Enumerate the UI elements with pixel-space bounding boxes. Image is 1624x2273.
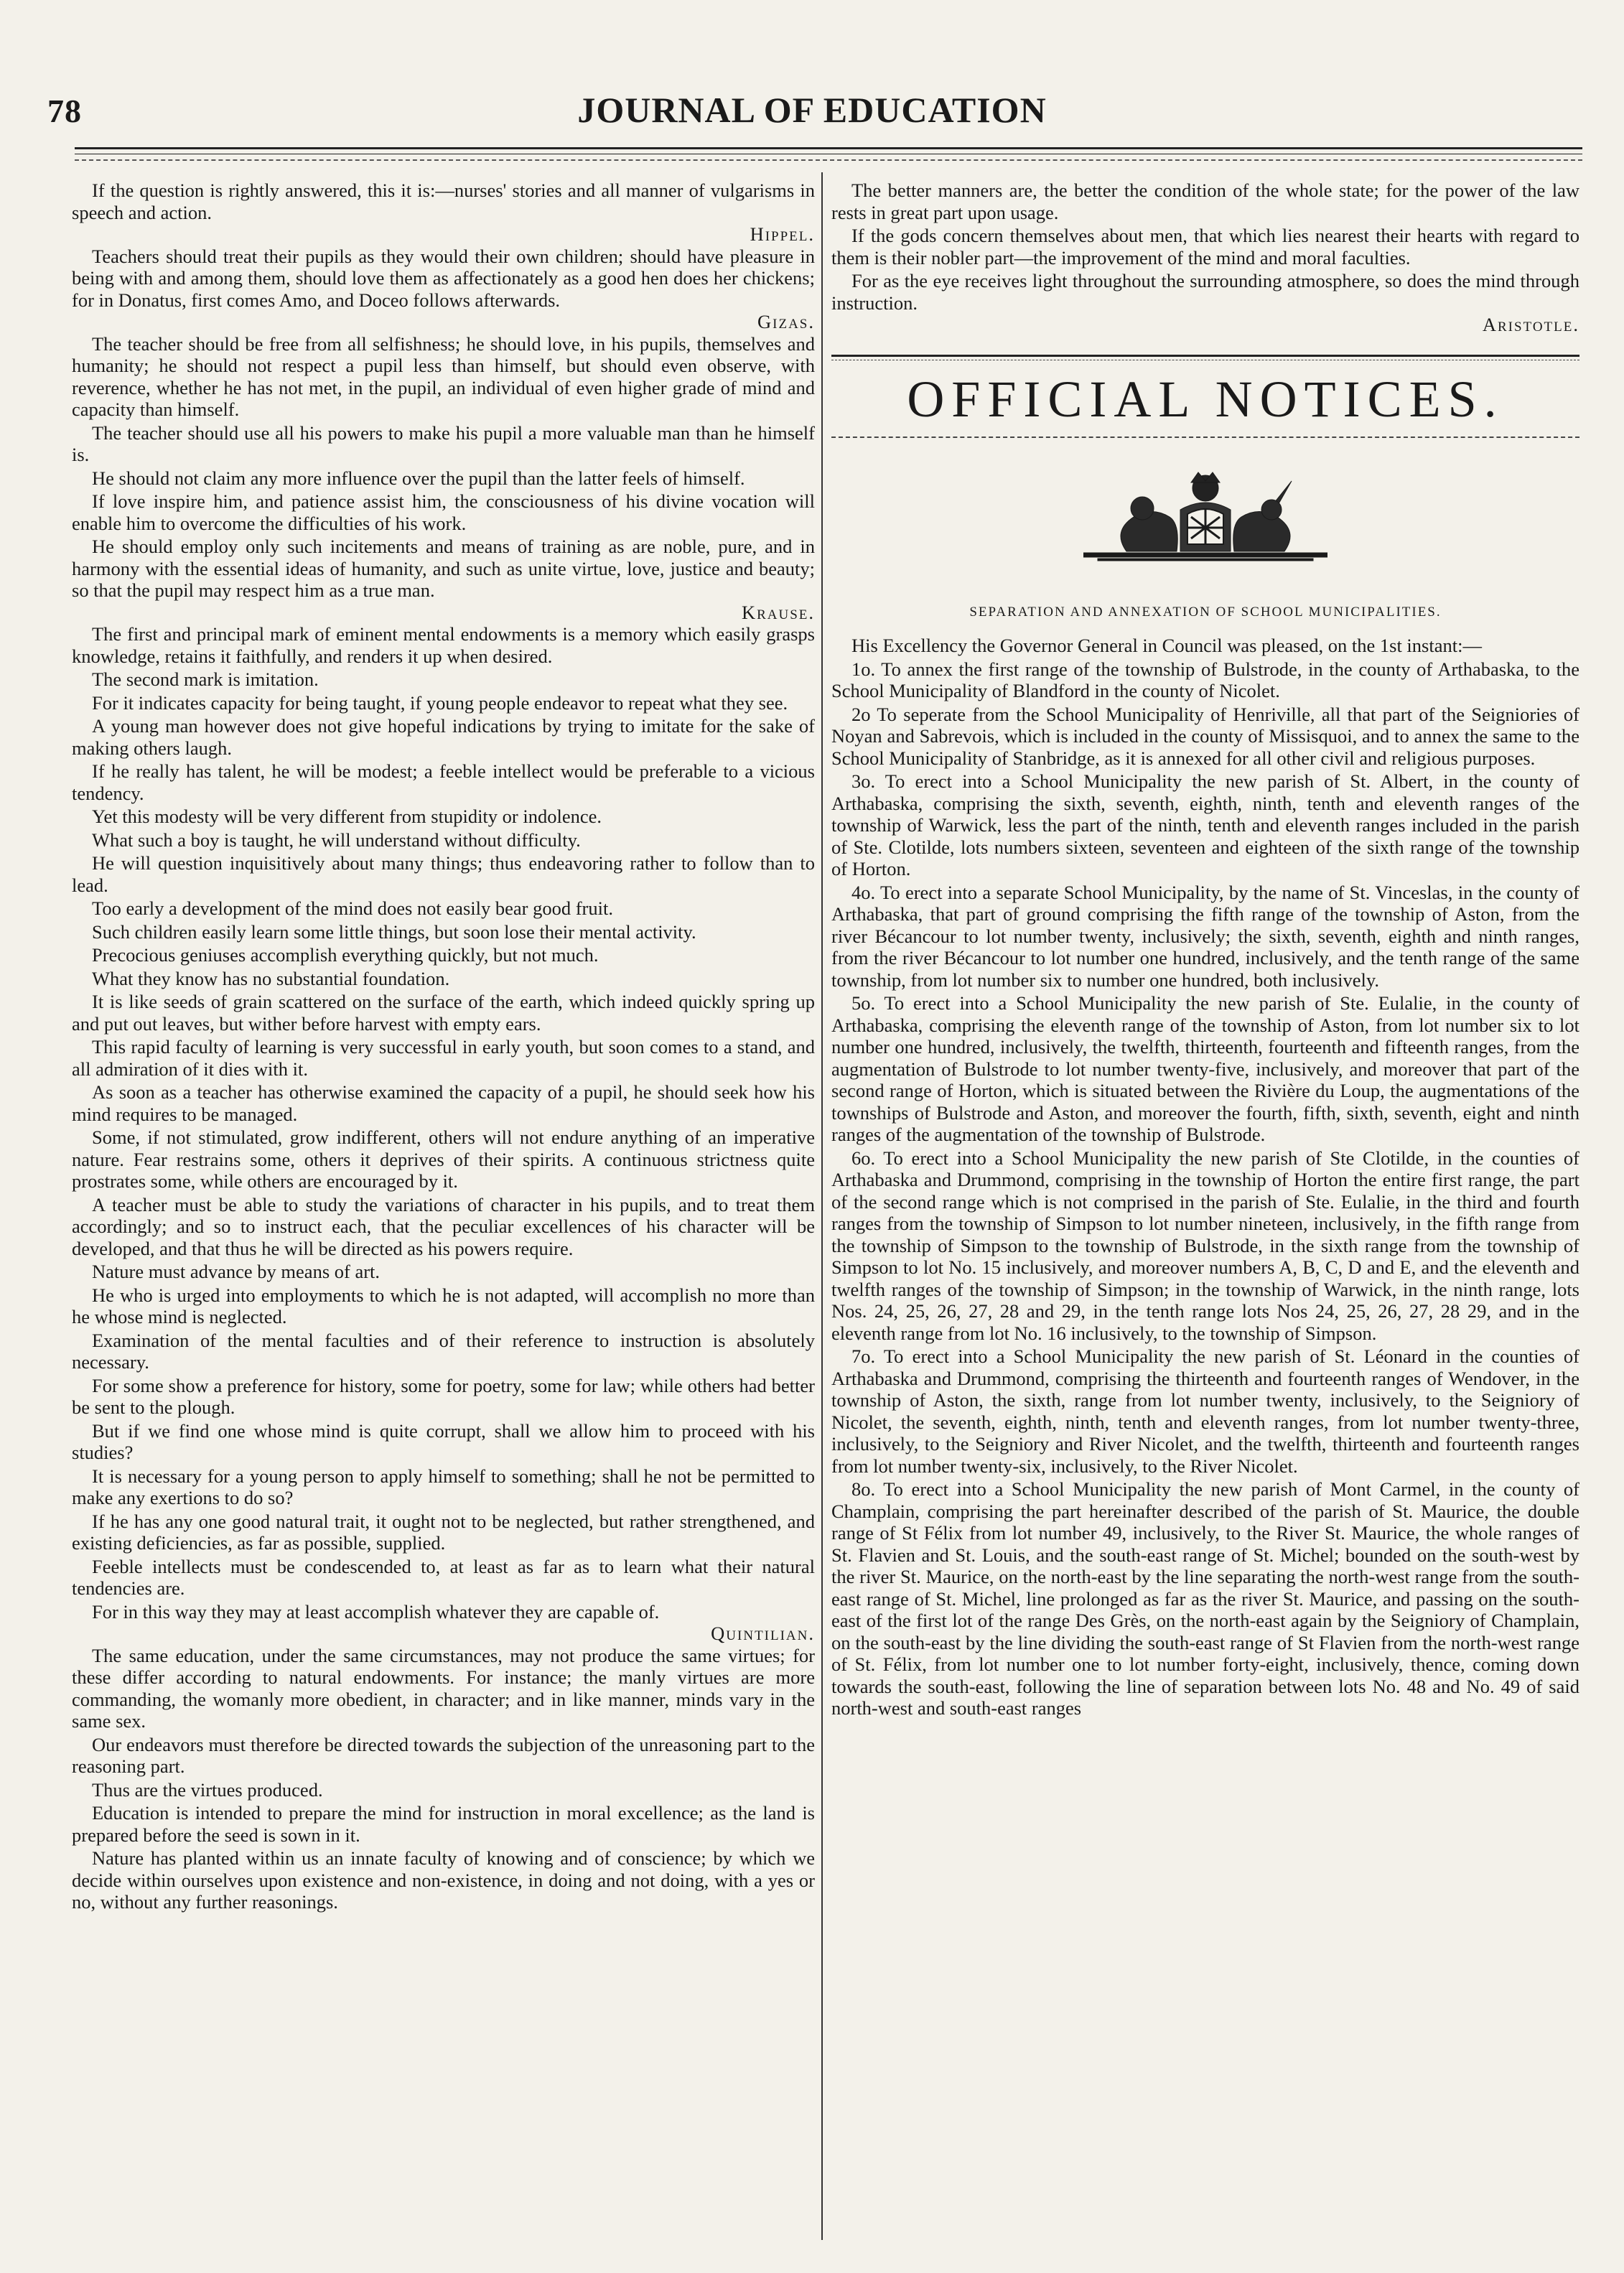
paragraph: For as the eye receives light throughout the surrounding atmosphere, so does the mind through instruction. (831, 270, 1579, 314)
notice-item: 6o. To erect into a School Municipality the new parish of Ste Clotilde, in the counties of Arthabaska and Drummond, comprising in the township of Horton the entire first range, the part of the second range which is not comprised in the parish of Ste. Eulalie, in the third and fourth ranges from the township of Simpson to lot number nineteen, inclusively, in the fifth range from the township of Simpson to the township of Bulstrode, in the sixth range from the township of Simpson to lot No. 15 inclusively, and moreover numbers A, B, C, D and E, and the eleventh and twelfth ranges of the township of Simpson; in the township of Warwick, in the ninth range, lots Nos. 24, 25, 26, 27, 28 and 29, in the tenth range lots Nos 24, 25, 26, 27, 28 29, and in the eleventh range from lot No. 16 inclusively, to the township of Simpson. (831, 1147, 1579, 1344)
paragraph: The teacher should be free from all selfishness; he should love, in his pupils, themselves and humanity; he should not respect a pupil less than himself, but should even observe, with reverence, whether he has not met, in the pupil, an individual of even higher grade of mind and capacity than himself. (72, 332, 815, 420)
paragraph: The teacher should use all his powers to make his pupil a more valuable man than he himself is. (72, 421, 815, 465)
attribution: Quintilian. (711, 1623, 815, 1644)
paragraph: For it indicates capacity for being taught, if young people endeavor to repeat what they see. (92, 691, 788, 714)
paragraph: For in this way they may at least accomplish whatever they are capable of. (92, 1600, 660, 1623)
paragraph: If the gods concern themselves about men, that which lies nearest their hearts with regard to them is their nobler part—the improvement of the mind and moral faculties. (831, 225, 1579, 269)
header-rule-dashed (75, 159, 1582, 161)
paragraph: This rapid faculty of learning is very successful in early youth, but soon comes to a stand, and all admiration of it dies with it. (72, 1036, 815, 1080)
paragraph: Education is intended to prepare the mind for instruction in moral excellence; as the land is prepared before the seed is sown in it. (72, 1802, 815, 1846)
paragraph: His Excellency the Governor General in Council was pleased, on the 1st instant:— (851, 635, 1482, 656)
paragraph: Too early a development of the mind does not easily bear good fruit. (92, 897, 613, 919)
notices-rule-top (831, 355, 1579, 357)
paragraph: As soon as a teacher has otherwise examined the capacity of a pupil, he should seek how his mind requires to be managed. (72, 1081, 815, 1125)
paragraph: For some show a preference for history, some for poetry, some for law; while others had better be sent to the plough. (72, 1374, 815, 1418)
paragraph: What they know has no substantial foundation. (92, 967, 450, 989)
right-column (831, 179, 1579, 1721)
paragraph: The better manners are, the better the condition of the whole state; for the power of the law rests in great part upon usage. (831, 179, 1579, 223)
header-rule (75, 147, 1582, 149)
notice-item: 2o To seperate from the School Municipality of Henriville, all that part of the Seigniories of Noyan and Sabrevois, which is included in the county of Missisquoi, and to annex the same to the School Municipality of Stanbridge, as it is annexed for all other civil and religious purposes. (831, 703, 1579, 769)
paragraph: Teachers should treat their pupils as they would their own children; should have pleasure in being with and among them, should love them as affectionately as a good hen does her chickens; for in Donatus, first comes Amo, and Doceo follows afterwards. (72, 245, 815, 311)
attribution: Aristotle. (1482, 314, 1579, 335)
paragraph: Examination of the mental faculties and of their reference to instruction is absolutely necessary. (72, 1329, 815, 1373)
paragraph: It is like seeds of grain scattered on the surface of the earth, which indeed quickly spring up and put out leaves, but wither before harvest with empty ears. (72, 991, 815, 1035)
notice-item: 7o. To erect into a School Municipality the new parish of St. Léonard in the counties of Arthabaska and Drummond, comprising the thirteenth and fourteenth ranges of Wendover, in the township of Aston, the sixth, range from lot number twenty, inclusively, to the Seigniory of Nicolet, the seventh, eighth, ninth, tenth and eleventh ranges, from lot number twenty-three, inclusively, to the Seigniory and River Nicolet, and the twelfth, thirteenth and fourteenth ranges from lot number twenty-six, inclusively, to the River Nicolet. (831, 1345, 1579, 1477)
page-header (0, 0, 1624, 144)
page-number: 78 (47, 93, 82, 129)
section-heading: SEPARATION AND ANNEXATION OF SCHOOL MUNICIPALITIES. (969, 604, 1442, 620)
paragraph: Our endeavors must therefore be directed towards the subjection of the unreasoning part to the reasoning part. (72, 1733, 815, 1777)
notice-item: 4o. To erect into a separate School Municipality, by the name of St. Vinceslas, in the county of Arthabaska, that part of ground comprising the fifth range of the township of Aston, from the river Bécancour to lot number twenty, inclusively; the sixth, seventh, eighth and ninth ranges, from the river Bécancour to lot number one hundred, inclusively, and the tenth range of the same township, from lot number six to number one hundred, both inclusively. (831, 881, 1579, 991)
section-title: OFFICIAL NOTICES. (907, 370, 1504, 428)
paragraph: The second mark is imitation. (92, 668, 319, 690)
left-column (72, 179, 815, 1915)
paragraph: It is necessary for a young person to apply himself to something; shall he not be permitted to make any exertions to do so? (72, 1465, 815, 1508)
paragraph: Yet this modesty will be very different from stupidity or indolence. (92, 806, 602, 827)
paragraph: If he really has talent, he will be modest; a feeble intellect would be preferable to a vicious tendency. (72, 760, 815, 804)
running-head: JOURNAL OF EDUCATION (577, 90, 1047, 130)
column-divider (821, 172, 823, 2240)
royal-coat-of-arms-icon (1083, 467, 1327, 574)
paragraph: He who is urged into employments to which he is not adapted, will accomplish no more than he whose mind is neglected. (72, 1284, 815, 1327)
notice-item: 1o. To annex the first range of the township of Bulstrode, in the county of Arthabaska, to the School Municipality of Blandford in the county of Nicolet. (831, 658, 1579, 701)
paragraph: He should not claim any more influence over the pupil than the latter feels of himself. (92, 467, 745, 489)
attribution: Krause. (741, 601, 815, 623)
paragraph: Nature must advance by means of art. (92, 1261, 381, 1282)
notice-item: 5o. To erect into a School Municipality the new parish of Ste. Eulalie, in the county of Arthabaska, comprising the eleventh range of the township of Aston, from lot number six to lot number one hundred, inclusively, the twelfth, thirteenth, fourteenth and fifteenth ranges, from the augmentation of Bulstrode to lot number twenty-five, inclusively, and moreover that part of the second range of Horton, which is situated between the Rivière du Loup, the augmentations of the townships of Bulstrode and Aston, and moreover the fourth, fifth, sixth, seventh, eight and ninth ranges of the augmentation of the township of Bulstrode. (831, 992, 1579, 1145)
paragraph: If the question is rightly answered, this it is:—nurses' stories and all manner of vulgarisms in speech and action. (72, 179, 815, 223)
paragraph: The first and principal mark of eminent mental endowments is a memory which easily grasps knowledge, retains it faithfully, and renders it up when desired. (72, 623, 815, 667)
paragraph: A teacher must be able to study the variations of character in his pupils, and to treat them accordingly; and so to instruct each, that the peculiar excellences of his character will be developed, and that thus he will be directed as his powers require. (72, 1193, 815, 1259)
attribution: Gizas. (757, 311, 815, 332)
paragraph: He should employ only such incitements and means of training as are noble, pure, and in harmony with the essential ideas of humanity, and such as unite virtue, love, justice and beauty; so that the pupil may respect him as a true man. (72, 536, 815, 601)
paragraph: Thus are the virtues produced. (92, 1778, 323, 1801)
notice-item: 3o. To erect into a School Municipality the new parish of St. Albert, in the county of Arthabaska, comprising the sixth, seventh, eighth, ninth, tenth and eleventh ranges of the township of Warwick, less the part of the ninth, tenth and eleventh ranges included in the parish of Ste. Clotilde, lots numbers sixteen, seventeen and eighteen of the sixth range of the township of Horton. (831, 770, 1579, 879)
paragraph: Such children easily learn some little things, but soon lose their mental activity. (92, 920, 696, 943)
paragraph: Feeble intellects must be condescended to, at least as far as to learn what their natural tendencies are. (72, 1555, 815, 1599)
paragraph: Precocious geniuses accomplish everything quickly, but not much. (92, 944, 599, 966)
notice-item: 8o. To erect into a School Municipality the new parish of Mont Carmel, in the county of Champlain, comprising the part hereinafter described of the parish of St. Maurice, the double range of St Félix from lot number 49, inclusively, to the River St. Maurice, the whole ranges of St. Flavien and St. Louis, and the south-east range of St. Michel; bounded on the south-west by the river St. Maurice, on the north-east by the line separating the north-west range from the south-east range of St. Michel, line prolonged as far as the river St. Maurice, and passing on the south-east of the first lot of the range Des Grès, on the north-east again by the Seigniory of Champlain, on the south-east by the line dividing the south-east range of St Flavien from the north-west range of St. Félix, from lot number one to lot number forty-eight, inclusively, thence, coming down towards the south-east, following the line of separation between lots No. 48 and No. 49 of said north-west and south-east ranges (831, 1478, 1579, 1719)
paragraph: A young man however does not give hopeful indications by trying to imitate for the sake of making others laugh. (72, 715, 815, 759)
attribution: Hippel. (750, 223, 815, 245)
paragraph: If love inspire him, and patience assist him, the consciousness of his divine vocation will enable him to overcome the difficulties of his work. (72, 490, 815, 534)
paragraph: But if we find one whose mind is quite corrupt, shall we allow him to proceed with his studies? (72, 1419, 815, 1463)
paragraph: He will question inquisitively about many things; thus endeavoring rather to follow than to lead. (72, 852, 815, 896)
paragraph: Some, if not stimulated, grow indifferent, others will not endure anything of an imperative nature. Fear restrains some, others it deprives of their spirits. A continuous strictness quite prostrates some, while others are encouraged by it. (72, 1126, 815, 1192)
notices-rule-bottom (831, 437, 1579, 438)
paragraph: Nature has planted within us an innate faculty of knowing and of conscience; by which we decide within ourselves upon existence and non-existence, in doing and not doing, with a yes or no, without any further reasonings. (72, 1847, 815, 1913)
paragraph: What such a boy is taught, he will understand without difficulty. (92, 829, 581, 851)
paragraph: The same education, under the same circumstances, may not produce the same virtues; for these differ according to natural endowments. For instance; the manly virtues are more commanding, the womanly more obedient, in character; and in like manner, minds vary in the same sex. (72, 1644, 815, 1732)
paragraph: If he has any one good natural trait, it ought not to be neglected, but rather strengthened, and existing deficiencies, as far as possible, supplied. (72, 1510, 815, 1554)
